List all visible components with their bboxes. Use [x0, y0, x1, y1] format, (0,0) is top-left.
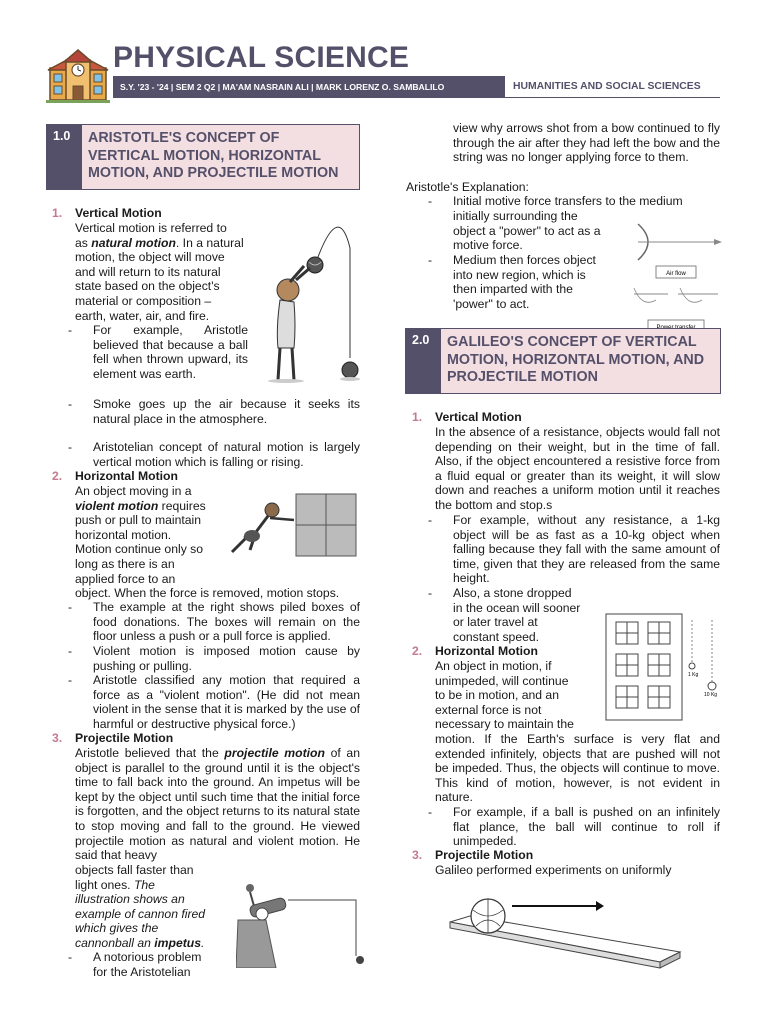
projectile-motion-text-side: objects fall faster than light ones. The illustration shows an example of cannon fired which gives the cannonball an impetus.	[75, 863, 206, 950]
vertical-motion-text: Vertical motion is referred to as natural motion. In a natural motion, the object will move and will return to its natural state based on the object's material or composition – earth, water, air, and fire.	[75, 221, 244, 323]
bullet-text: A notorious problem for the Aristotelian	[93, 950, 202, 979]
section-2-number: 2.0	[405, 328, 441, 394]
section-2-title: GALILEO'S CONCEPT OF VERTICAL MOTION, HORIZONTAL MOTION, AND PROJECTILE MOTION	[441, 328, 721, 394]
galileo-horizontal-text-cont: motion. If the Earth's surface is very flat and extended infinitely, objects that are pushed will not be impeded. Thus, the objects will continue to move. This kind of motion, however, is not evident in nature.	[435, 732, 720, 805]
item-number: 1.	[412, 410, 423, 424]
cannon-illustration	[236, 880, 368, 968]
boy-pushing-boxes-illustration	[228, 492, 360, 560]
projectile-motion-text: Aristotle believed that the projectile motion of an object is parallel to the ground until it is the object's time to fall back into the ground. An impetus will be kept by the object until such time that the initial force is forgotten, and the object returns to its natural state to stop moving and fall to the ground. He viewed projectile motion as natural and violent motion. He said that heavy	[75, 746, 360, 863]
bullet-text: For example, Aristotle believed that because a ball fell when thrown upward, its element was earth.	[93, 323, 248, 381]
projectile-motion-heading: Projectile Motion	[75, 731, 174, 745]
bullet-text: Violent motion is imposed motion cause by pushing or pulling.	[93, 644, 360, 673]
item-number: 3.	[52, 731, 63, 745]
school-building-icon	[46, 48, 110, 104]
item-number: 2.	[52, 469, 63, 483]
strand-label: HUMANITIES AND SOCIAL SCIENCES	[505, 76, 720, 98]
vertical-motion-heading: Vertical Motion	[75, 206, 162, 220]
item-number: 1.	[52, 206, 63, 220]
galileo-horizontal-heading: Horizontal Motion	[435, 644, 538, 658]
section-1-number: 1.0	[46, 124, 82, 190]
explanation-text-1-cont: initially surrounding the object a "power" to act as a motive force.	[453, 209, 601, 253]
explanation-text-1: Initial motive force transfers to the medium	[453, 194, 683, 208]
bullet-text: Also, a stone dropped in the ocean will sooner or later travel at constant speed.	[453, 586, 581, 644]
galileo-projectile-text: Galileo performed experiments on uniformly	[435, 863, 672, 877]
horizontal-motion-text: An object moving in a violent motion requires push or pull to maintain horizontal motion. Motion continue only so long as there is an applied force to an	[75, 484, 206, 586]
arrow-airflow-diagram	[628, 220, 724, 334]
airflow-label: Air flow	[666, 271, 686, 277]
item-number: 2.	[412, 644, 423, 658]
horizontal-motion-text-cont: object. When the force is removed, motion stops.	[75, 586, 340, 600]
page-title: PHYSICAL SCIENCE	[113, 41, 410, 74]
galileo-horizontal-text: An object in motion, if unimpeded, will continue to be in motion, and an external force is not necessary to maintain the	[435, 659, 574, 732]
bullet-text: Aristotelian concept of natural motion is largely vertical motion which is falling or rising.	[93, 440, 360, 469]
section-2-header	[405, 328, 721, 394]
bullet-text: For example, if a ball is pushed on an infinitely flat plance, the ball will continue to roll if unimpeded.	[453, 805, 720, 849]
section-1-header	[46, 124, 360, 190]
bullet-text: The example at the right shows piled boxes of food donations. The boxes will remain on the floor unless a push or a pull force is applied.	[93, 600, 360, 644]
girl-throwing-ball-illustration	[258, 218, 368, 384]
item-number: 3.	[412, 848, 423, 862]
arrow-problem-text: view why arrows shot from a bow continued to fly through the air after they had left the bow and the string was no longer applying force to them.	[453, 121, 720, 165]
bullet-text: Smoke goes up the air because it seeks its natural place in the atmosphere.	[93, 397, 360, 426]
bullet-text: For example, without any resistance, a 1-kg object will be as fast as a 10-kg object when falling because they fall with the same amount of time, given that they are released from the same height.	[453, 513, 720, 586]
galileo-vertical-heading: Vertical Motion	[435, 410, 522, 424]
ball-on-plane-illustration	[446, 890, 682, 972]
ten-kg-label: 10 Kg	[704, 692, 718, 698]
building-drop-illustration	[604, 612, 722, 722]
one-kg-label: 1 Kg	[688, 672, 699, 678]
course-meta: S.Y. '23 - '24 | SEM 2 Q2 | MA'AM NASRAIN ALI | MARK LORENZ O. SAMBALILO	[113, 76, 505, 98]
bullet-text: Aristotle classified any motion that required a force as a "violent motion". (He did not mean violent in the sense that it is marked by the use of harmful or destructive physical force.)	[93, 673, 360, 731]
explanation-label: Aristotle's Explanation:	[406, 180, 529, 194]
horizontal-motion-heading: Horizontal Motion	[75, 469, 178, 483]
section-1-title: ARISTOTLE'S CONCEPT OF VERTICAL MOTION, HORIZONTAL MOTION, AND PROJECTILE MOTION	[82, 124, 360, 190]
galileo-vertical-text: In the absence of a resistance, objects would fall not depending on their weight, but in the time of fall. Also, if the object encountered a resistive force from a fluid equal or greater than its weight, it will slow down and reaches a uniform motion until it reaches the bottom and stop.s	[435, 425, 720, 512]
explanation-text-2: Medium then forces object into new region, which is then imparted with the 'power" to act.	[453, 253, 596, 311]
galileo-projectile-heading: Projectile Motion	[435, 848, 534, 862]
